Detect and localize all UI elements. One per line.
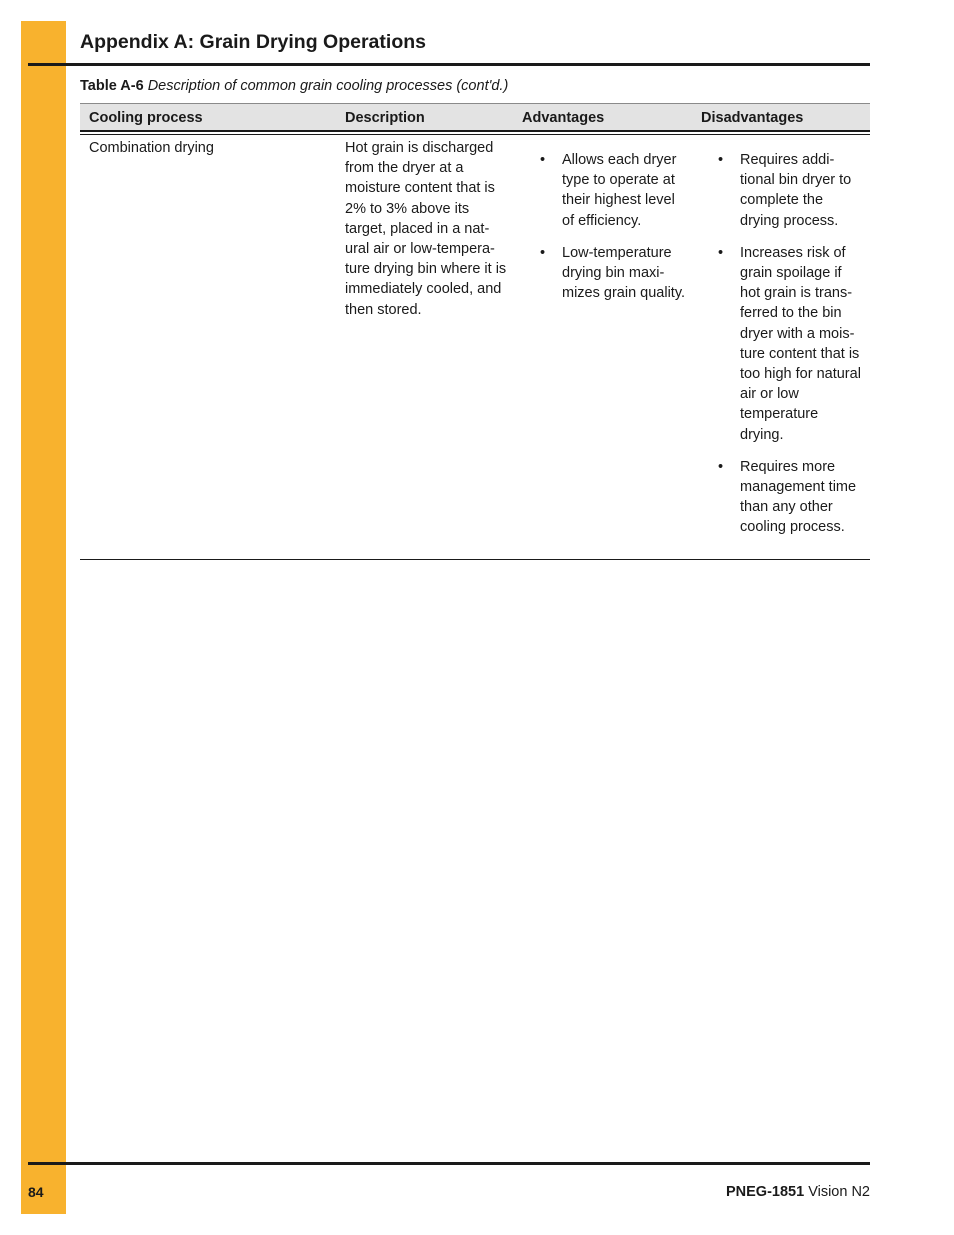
col-header-disadvantages: Disadvantages (701, 110, 804, 126)
cooling-process-table (80, 103, 870, 560)
document-id (726, 1184, 870, 1200)
col-header-description: Description (345, 110, 425, 126)
list-item (540, 243, 690, 304)
disadvantage-text: Requires addi-tional bin dryer to complete the drying process. (740, 152, 852, 229)
table-caption (80, 78, 508, 94)
footer-rule (28, 1162, 870, 1165)
cell-advantages (540, 150, 690, 315)
list-item (718, 457, 863, 538)
advantage-text: Allows each dryer type to operate at their highest level of efficiency. (562, 152, 677, 229)
table-header (80, 103, 870, 130)
disadvantage-text: Requires more management time than any other cooling process. (740, 458, 857, 536)
col-header-advantages: Advantages (522, 110, 605, 126)
bullet-icon: • (540, 152, 546, 168)
list-item (718, 150, 863, 231)
page-number: 84 (28, 1184, 44, 1200)
side-color-bar (21, 21, 66, 1214)
advantage-text: Low-temperature drying bin maxi-mizes grain quality. (562, 244, 686, 302)
bullet-icon: • (718, 458, 724, 475)
caption-text: Description of common grain cooling processes (cont'd.) (147, 78, 509, 94)
table-row (80, 135, 870, 560)
cell-process: Combination drying (89, 140, 214, 156)
bullet-icon: • (540, 244, 546, 261)
caption-id: Table A-6 (80, 78, 144, 94)
col-header-process: Cooling process (89, 110, 203, 126)
disadvantage-text: Increases risk of grain spoilage if hot grain is trans-ferred to the bin dryer with a mois-ture content that is too high for natural air or low temperature drying. (740, 244, 861, 443)
page-title: Appendix A: Grain Drying Operations (80, 31, 426, 53)
list-item (540, 150, 690, 231)
bullet-icon: • (718, 152, 724, 168)
bullet-icon: • (718, 244, 724, 261)
doc-code: PNEG-1851 (725, 1184, 805, 1200)
list-item (718, 243, 863, 445)
doc-version: Vision N2 (808, 1184, 870, 1200)
cell-description: Hot grain is discharged from the dryer at a moisture content that is 2% to 3% above its target, placed in a nat-ural air or low-tempera-ture drying bin where it is immediately cooled, and then stored. (345, 140, 507, 318)
header-rule (28, 63, 870, 66)
cell-disadvantages (718, 150, 863, 550)
